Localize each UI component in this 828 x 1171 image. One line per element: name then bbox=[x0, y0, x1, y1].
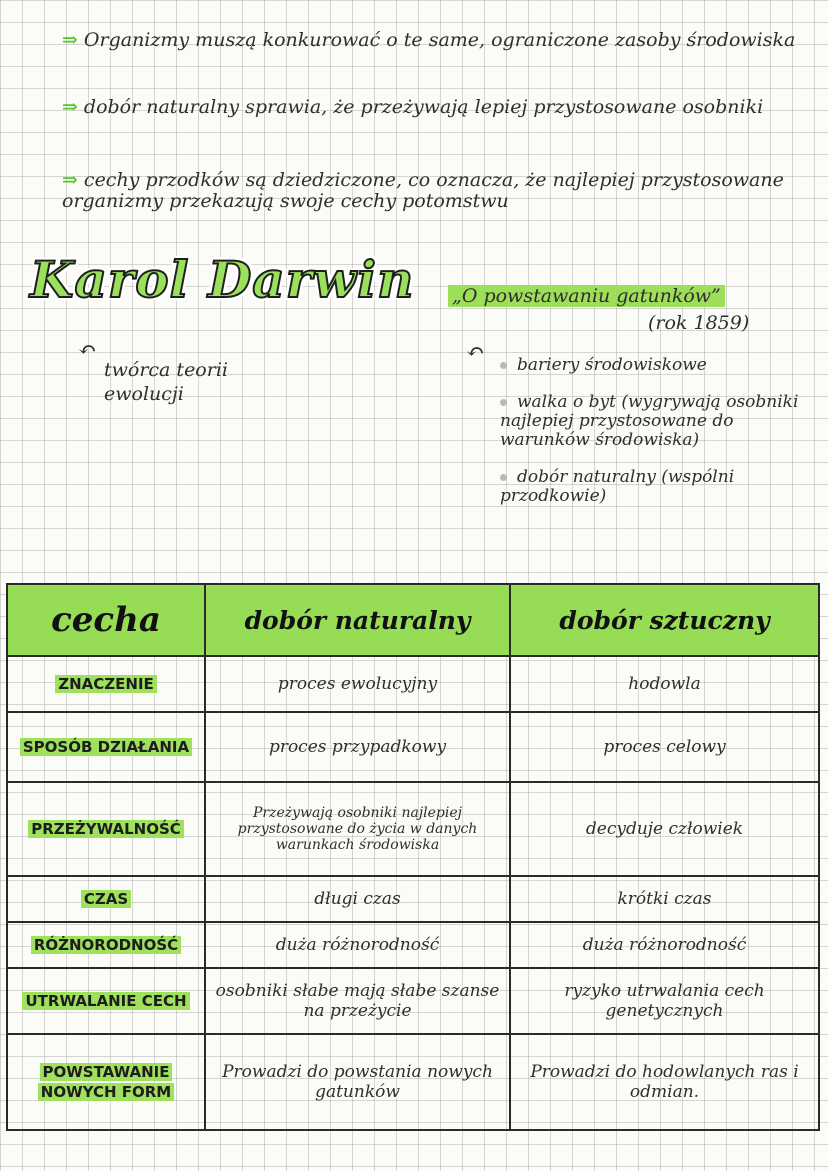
list-item: dobór naturalny (wspólni przodkowie) bbox=[500, 467, 735, 506]
curved-arrow-icon: ↶ bbox=[466, 340, 485, 365]
page-title: Karol Darwin bbox=[30, 250, 415, 309]
table-row bbox=[7, 968, 819, 1034]
header-artificial: dobór sztuczny bbox=[510, 584, 819, 656]
cell-artificial: duża różnorodność bbox=[510, 922, 819, 968]
table-row bbox=[7, 1034, 819, 1130]
curved-arrow-icon: ↶ bbox=[78, 338, 97, 363]
cell-natural: proces ewolucyjny bbox=[205, 656, 510, 712]
intro-point-1 bbox=[62, 30, 802, 51]
table-row bbox=[7, 712, 819, 782]
title-block bbox=[30, 250, 414, 309]
row-label: CZAS bbox=[81, 890, 131, 908]
header-cecha: cecha bbox=[7, 584, 205, 656]
bullet-icon bbox=[500, 474, 507, 481]
cell-natural: osobniki słabe mają słabe szanse na przeżycie bbox=[205, 968, 510, 1034]
cell-natural: Prowadzi do powstania nowych gatunków bbox=[205, 1034, 510, 1130]
cell-artificial: decyduje człowiek bbox=[510, 782, 819, 876]
comparison-table bbox=[6, 583, 820, 1131]
intro-point-3 bbox=[62, 170, 802, 212]
row-label: SPOSÓB DZIAŁANIA bbox=[20, 738, 192, 756]
row-label: ZNACZENIE bbox=[55, 675, 157, 693]
cell-natural: duża różnorodność bbox=[205, 922, 510, 968]
book-title bbox=[448, 285, 725, 307]
intro-point-2 bbox=[62, 97, 802, 118]
table-row bbox=[7, 656, 819, 712]
double-arrow-icon: ⇒ bbox=[62, 169, 78, 191]
cell-artificial: hodowla bbox=[510, 656, 819, 712]
bullet-icon bbox=[500, 362, 507, 369]
double-arrow-icon: ⇒ bbox=[62, 96, 78, 118]
table-row bbox=[7, 876, 819, 922]
book-points-list bbox=[500, 356, 818, 524]
cell-natural: proces przypadkowy bbox=[205, 712, 510, 782]
row-label: RÓŻNORODNOŚĆ bbox=[31, 936, 181, 954]
cell-artificial: ryzyko utrwalania cech genetycznych bbox=[510, 968, 819, 1034]
list-item: bariery środowiskowe bbox=[500, 356, 818, 375]
row-label: POWSTAWANIE NOWYCH FORM bbox=[38, 1063, 174, 1101]
intro-point-text: cechy przodków są dziedziczone, co oznacza, że najlepiej przystosowane organizmy przekazują swoje cechy potomstwu bbox=[62, 169, 784, 212]
cell-artificial: krótki czas bbox=[510, 876, 819, 922]
intro-point-text: dobór naturalny sprawia, że przeżywają lepiej przystosowane osobniki bbox=[83, 96, 764, 118]
creator-note: twórca teorii ewolucji bbox=[104, 359, 228, 405]
book-year: (rok 1859) bbox=[648, 312, 750, 334]
list-item: walka o byt (wygrywają osobniki najlepiej przystosowane do warunków środowiska) bbox=[500, 392, 799, 450]
header-natural: dobór naturalny bbox=[205, 584, 510, 656]
cell-natural: długi czas bbox=[205, 876, 510, 922]
table-row bbox=[7, 782, 819, 876]
intro-point-text: Organizmy muszą konkurować o te same, ograniczone zasoby środowiska bbox=[83, 29, 796, 51]
table-header-row bbox=[7, 584, 819, 656]
cell-natural: Przeżywają osobniki najlepiej przystosowane do życia w danych warunkach środowiska bbox=[205, 782, 510, 876]
cell-artificial: proces celowy bbox=[510, 712, 819, 782]
bullet-icon bbox=[500, 399, 507, 406]
cell-artificial: Prowadzi do hodowlanych ras i odmian. bbox=[510, 1034, 819, 1130]
table-row bbox=[7, 922, 819, 968]
book-title-text: „O powstawaniu gatunków” bbox=[448, 285, 725, 307]
double-arrow-icon: ⇒ bbox=[62, 29, 78, 51]
row-label: UTRWALANIE CECH bbox=[22, 992, 189, 1010]
row-label: PRZEŻYWALNOŚĆ bbox=[28, 820, 184, 838]
